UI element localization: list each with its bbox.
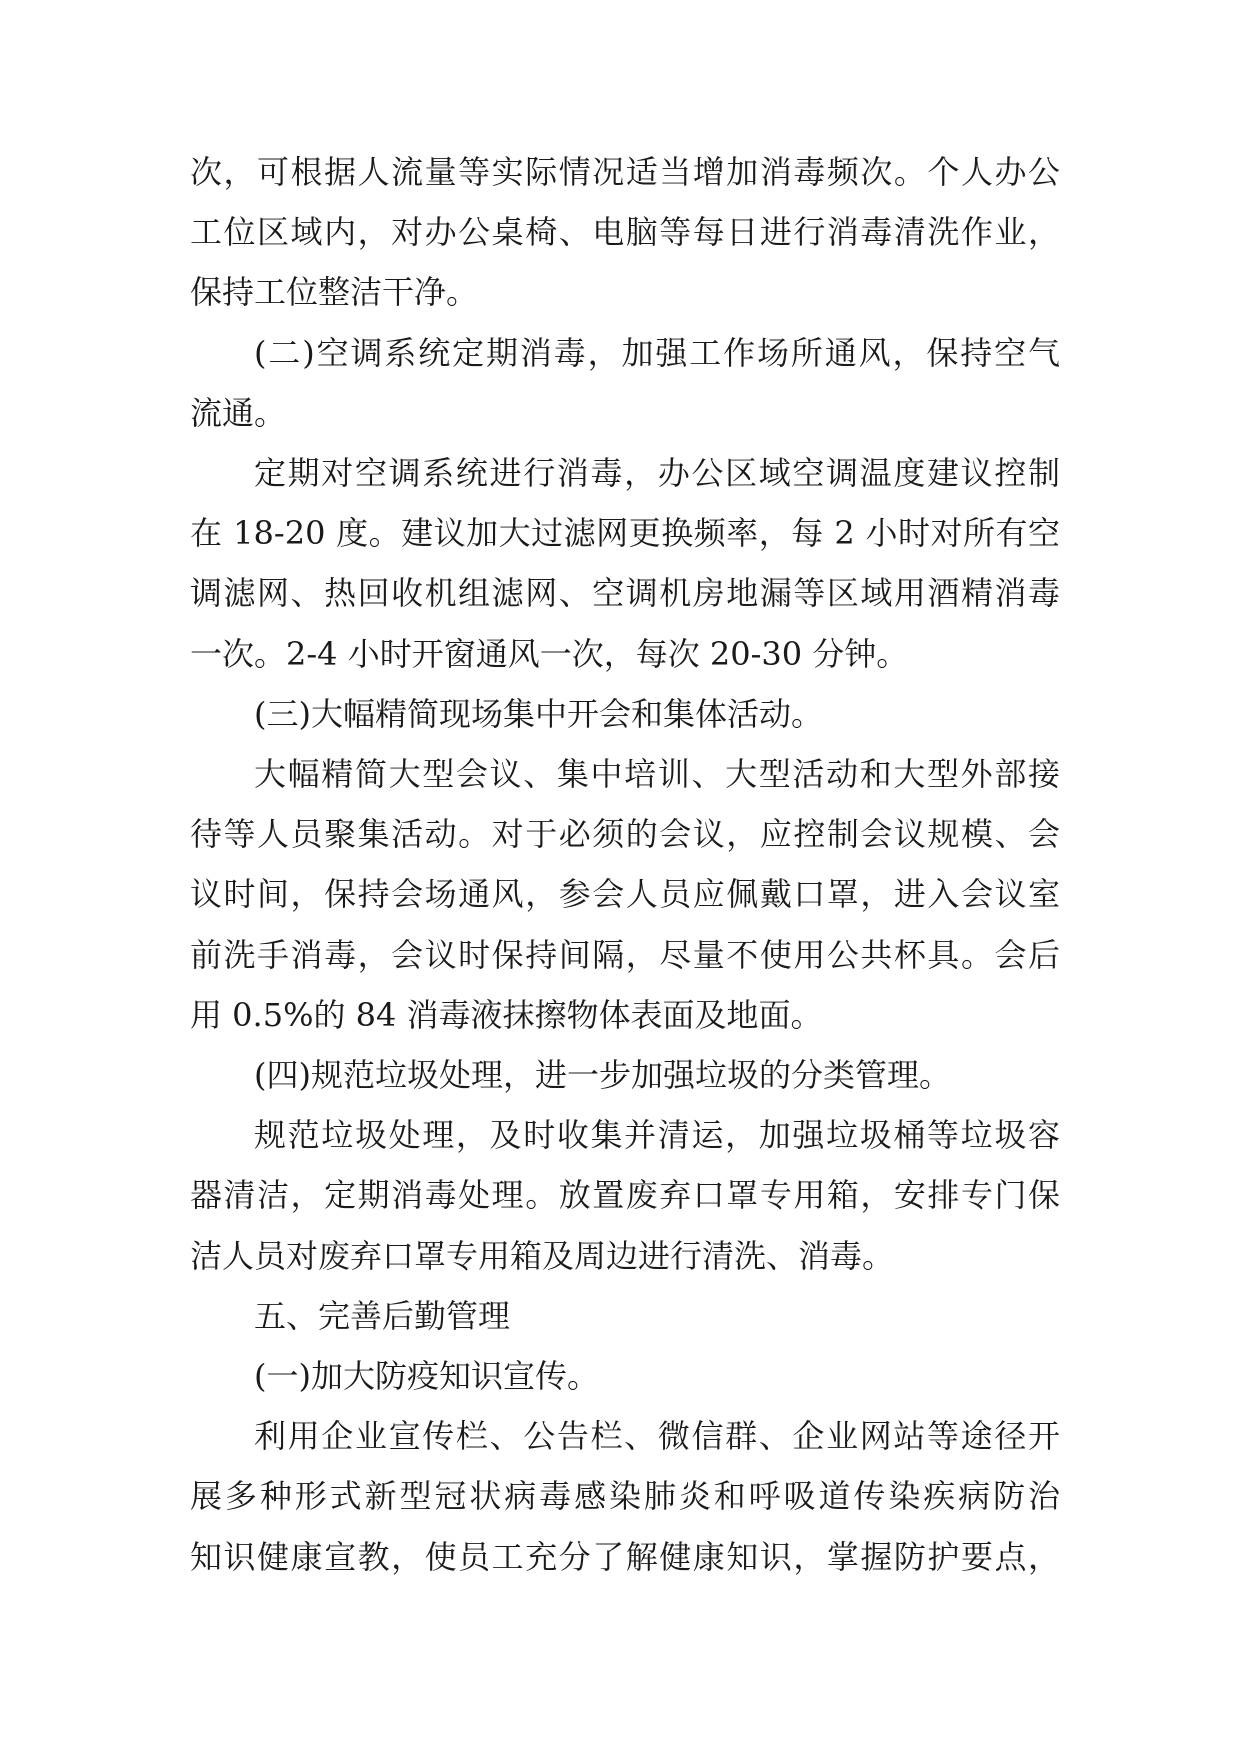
text-line: (四)规范垃圾处理，进一步加强垃圾的分类管理。 bbox=[254, 1056, 951, 1094]
text-line: (一)加大防疫知识宣传。 bbox=[254, 1357, 599, 1395]
text-line: 知识健康宣教，使员工充分了解健康知识，掌握防护要点， bbox=[190, 1538, 1060, 1576]
text-line: 洁人员对废弃口罩专用箱及周边进行清洗、消毒。 bbox=[190, 1237, 895, 1275]
text-line: 规范垃圾处理，及时收集并清运，加强垃圾桶等垃圾容 bbox=[254, 1116, 1060, 1154]
text-line: 展多种形式新型冠状病毒感染肺炎和呼吸道传染疾病防治 bbox=[190, 1477, 1060, 1515]
text-line: 调滤网、热回收机组滤网、空调机房地漏等区域用酒精消毒 bbox=[190, 574, 1060, 612]
text-line: 用 0.5%的 84 消毒液抹擦物体表面及地面。 bbox=[190, 996, 823, 1034]
text-line: 在 18-20 度。建议加大过滤网更换频率，每 2 小时对所有空 bbox=[190, 514, 1060, 552]
text-line: 前洗手消毒，会议时保持间隔，尽量不使用公共杯具。会后 bbox=[190, 936, 1060, 974]
text-line: 定期对空调系统进行消毒，办公区域空调温度建议控制 bbox=[254, 454, 1060, 492]
text-line: 待等人员聚集活动。对于必须的会议，应控制会议规模、会 bbox=[190, 815, 1060, 853]
text-line: 利用企业宣传栏、公告栏、微信群、企业网站等途径开 bbox=[254, 1417, 1060, 1455]
text-line: 一次。2-4 小时开窗通风一次，每次 20-30 分钟。 bbox=[190, 635, 909, 673]
text-line: 流通。 bbox=[190, 394, 287, 432]
text-line: 议时间，保持会场通风，参会人员应佩戴口罩，进入会议室 bbox=[190, 875, 1060, 913]
text-line: 次，可根据人流量等实际情况适当增加消毒频次。个人办公 bbox=[190, 153, 1060, 191]
text-line: 工位区域内，对办公桌椅、电脑等每日进行消毒清洗作业， bbox=[190, 213, 1060, 251]
text-line: 器清洁，定期消毒处理。放置废弃口罩专用箱，安排专门保 bbox=[190, 1176, 1060, 1214]
text-line: 大幅精简大型会议、集中培训、大型活动和大型外部接 bbox=[254, 755, 1060, 793]
text-line: 五、完善后勤管理 bbox=[254, 1297, 511, 1335]
text-line: (三)大幅精简现场集中开会和集体活动。 bbox=[254, 695, 823, 733]
text-line: (二)空调系统定期消毒，加强工作场所通风，保持空气 bbox=[254, 334, 1060, 372]
text-line: 保持工位整洁干净。 bbox=[190, 273, 479, 311]
